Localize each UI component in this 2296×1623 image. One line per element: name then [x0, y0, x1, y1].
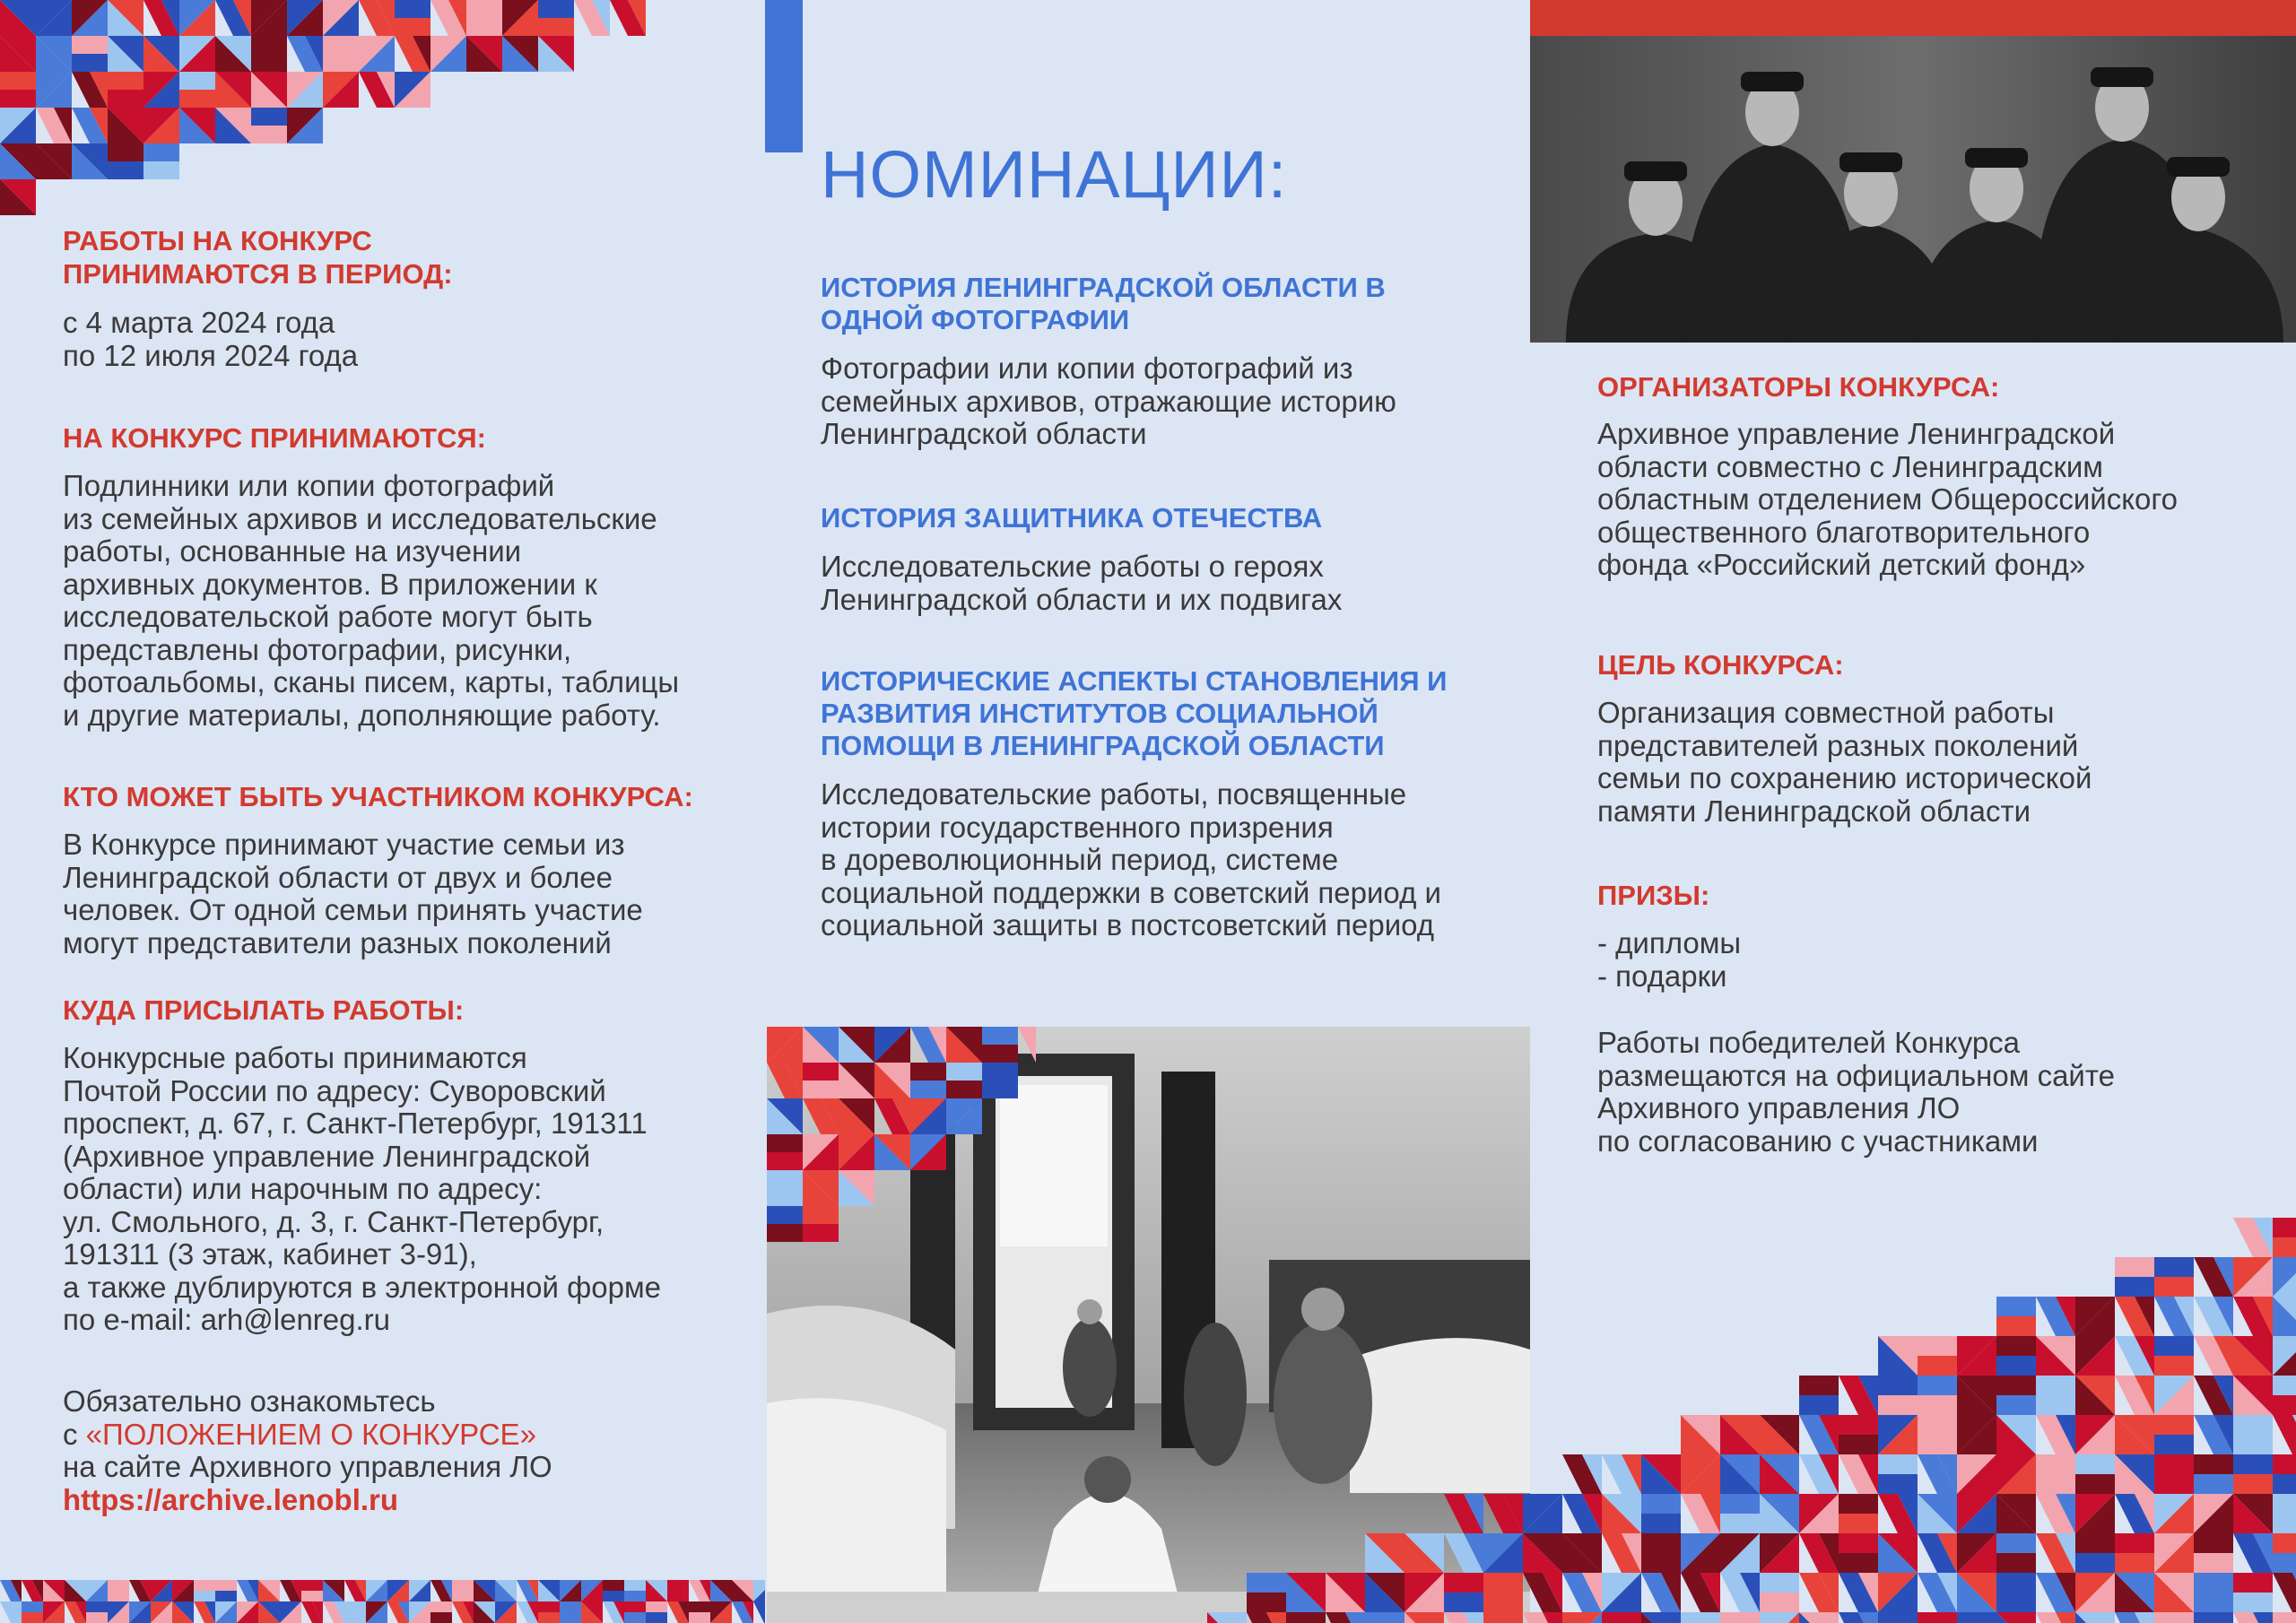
pattern-tile — [667, 1580, 689, 1591]
pattern-tile — [22, 1612, 43, 1623]
pattern-tile — [624, 1580, 646, 1591]
pattern-tile — [108, 161, 144, 179]
pattern-tile — [1247, 1593, 1286, 1612]
pattern-tile — [2194, 1553, 2233, 1573]
text-line: по согласованию с участниками — [1597, 1124, 2039, 1158]
pattern-tile — [1918, 1376, 1957, 1395]
text-line: области совместно с Ленинградским — [1597, 449, 2103, 483]
prizes-heading: ПРИЗЫ: — [1597, 880, 1710, 911]
pattern-tile — [646, 1601, 667, 1612]
goal-text — [1597, 697, 2092, 828]
text-line: памяти Ленинградской области — [1597, 794, 2031, 828]
pattern-tile — [1799, 1376, 1839, 1395]
pattern-tile — [1839, 1435, 1878, 1454]
pattern-tile — [1957, 1612, 1996, 1623]
notice-section — [63, 1385, 552, 1516]
pattern-tile — [2273, 1237, 2296, 1257]
pattern-tile — [803, 1224, 839, 1242]
participants-section — [63, 780, 693, 959]
period-heading — [63, 224, 453, 291]
text-line: Фотографии или копии фотографий из — [821, 352, 1353, 385]
pattern-tile — [22, 1601, 43, 1612]
pattern-tile — [689, 1601, 710, 1612]
red-accent-bar — [1530, 0, 2296, 36]
text-line: из семейных архивов и исследовательские — [63, 501, 657, 535]
pattern-tile — [1720, 1612, 1760, 1623]
pattern-tile — [1878, 1612, 1918, 1623]
pattern-tile — [1839, 1415, 1878, 1435]
notice-text — [63, 1385, 552, 1516]
pattern-tile — [2273, 1218, 2296, 1237]
pattern-tile — [2273, 1454, 2296, 1474]
pattern-tile — [1247, 1573, 1286, 1593]
pattern-tile — [251, 54, 287, 72]
geometric-pattern-top-left — [0, 0, 646, 233]
text-line: проспект, д. 67, г. Санкт-Петербург, 191311 — [63, 1107, 648, 1140]
text-line: семейных архивов, отражающие историю — [821, 384, 1396, 418]
pattern-tile — [560, 1612, 581, 1623]
pattern-tile — [2036, 1454, 2075, 1474]
prizes-list — [1597, 927, 1741, 993]
pattern-tile — [1365, 1612, 1405, 1623]
pattern-tile — [538, 1601, 560, 1612]
pattern-tile — [982, 1027, 1018, 1045]
pattern-tile — [108, 72, 144, 90]
left-panel — [0, 0, 762, 1623]
period-dates — [63, 307, 453, 372]
pattern-tile — [2154, 1415, 2194, 1435]
pattern-tile — [2075, 1553, 2115, 1573]
pattern-tile — [538, 1612, 560, 1623]
pattern-tile — [2233, 1474, 2273, 1494]
blue-accent-bar — [765, 0, 803, 152]
geometric-pattern-bottom-strip — [0, 1580, 765, 1623]
pattern-tile — [982, 1063, 1018, 1081]
text-line: Архивное управление Ленинградской — [1597, 417, 2116, 450]
pattern-tile — [1760, 1573, 1799, 1593]
pattern-tile — [2154, 1356, 2194, 1376]
pattern-tile — [2075, 1533, 2115, 1553]
pattern-tile — [1286, 1612, 1326, 1623]
send-heading: КУДА ПРИСЫЛАТЬ РАБОТЫ: — [63, 994, 465, 1026]
pattern-tile — [466, 0, 502, 18]
pattern-tile — [301, 1580, 323, 1591]
pattern-tile — [2154, 1277, 2194, 1297]
pattern-tile — [251, 126, 287, 143]
pattern-tile — [1681, 1612, 1720, 1623]
pattern-tile — [108, 90, 144, 108]
pattern-tile — [1018, 1027, 1036, 1063]
pattern-tile — [2273, 1533, 2296, 1553]
pattern-tile — [803, 1081, 839, 1098]
pattern-tile — [1641, 1494, 1681, 1514]
pattern-tile — [1839, 1553, 1878, 1573]
pattern-tile — [1996, 1395, 2036, 1415]
notice-line: на сайте Архивного управления ЛО — [63, 1450, 552, 1483]
pattern-tile — [2115, 1553, 2154, 1573]
regulation-link[interactable]: «ПОЛОЖЕНИЕМ О КОНКУРСЕ» — [85, 1417, 536, 1451]
nomination-heading-line: ИСТОРИЧЕСКИЕ АСПЕКТЫ СТАНОВЛЕНИЯ И — [821, 665, 1448, 697]
nomination-text — [821, 551, 1342, 616]
pattern-tile — [2154, 1257, 2194, 1277]
text-line: Исследовательские работы, посвященные — [821, 777, 1407, 811]
notice-line-prefix: с — [63, 1417, 86, 1451]
pattern-tile — [430, 1601, 452, 1612]
pattern-tile — [2233, 1593, 2273, 1612]
send-text — [63, 1042, 661, 1337]
text-line: семьи по сохранению исторической — [1597, 761, 2092, 794]
pattern-tile — [108, 143, 144, 161]
pattern-tile — [1641, 1553, 1681, 1573]
pattern-tile — [1996, 1356, 2036, 1376]
text-line: фотоальбомы, сканы писем, карты, таблицы — [63, 665, 680, 699]
pattern-tile — [646, 1612, 667, 1623]
pattern-tile — [1839, 1533, 1878, 1553]
pattern-tile — [2194, 1454, 2233, 1474]
pattern-tile — [194, 1580, 215, 1591]
pattern-tile — [2154, 1435, 2194, 1454]
pattern-tile — [466, 18, 502, 36]
pattern-tile — [86, 1601, 108, 1612]
text-line: ул. Смольного, д. 3, г. Санкт-Петербург, — [63, 1204, 604, 1238]
nomination-heading-line: ИСТОРИЯ ЛЕНИНГРАДСКОЙ ОБЛАСТИ В — [821, 272, 1386, 303]
pattern-tile — [1918, 1356, 1957, 1376]
accepted-text — [63, 470, 679, 732]
period-heading-line: ПРИНИМАЮТСЯ В ПЕРИОД: — [63, 258, 453, 290]
pattern-tile — [2273, 1395, 2296, 1415]
right-panel — [1530, 0, 2296, 1623]
pattern-tile — [603, 1580, 624, 1591]
text-line: человек. От одной семьи принять участие — [63, 893, 643, 926]
pattern-tile — [1996, 1297, 2036, 1316]
pattern-tile — [803, 1063, 839, 1081]
nomination-item — [821, 665, 1447, 942]
pattern-tile — [1878, 1376, 1918, 1395]
text-line: работы, основанные на изучении — [63, 534, 522, 568]
pattern-tile — [86, 1612, 108, 1623]
organizers-heading: ОРГАНИЗАТОРЫ КОНКУРСА: — [1597, 371, 2000, 403]
text-line: Исследовательские работы о героях — [821, 550, 1324, 583]
pattern-tile — [215, 1591, 237, 1601]
text-line: исследовательской работе могут быть — [63, 600, 593, 633]
nomination-item — [821, 502, 1342, 616]
website-link[interactable]: https://archive.lenobl.ru — [63, 1482, 399, 1516]
pattern-tile — [538, 18, 574, 36]
pattern-tile — [2115, 1277, 2154, 1297]
pattern-tile — [2075, 1474, 2115, 1494]
pattern-tile — [1996, 1593, 2036, 1612]
pattern-tile — [1878, 1454, 1918, 1474]
pattern-tile — [452, 1580, 474, 1591]
pattern-tile — [1799, 1395, 1839, 1415]
nomination-heading-line: ИСТОРИЯ ЗАЩИТНИКА ОТЕЧЕСТВА — [821, 502, 1323, 534]
pattern-tile — [803, 1206, 839, 1224]
nomination-heading-line: ОДНОЙ ФОТОГРАФИИ — [821, 304, 1130, 335]
pattern-tile — [2115, 1533, 2154, 1553]
nomination-text — [821, 778, 1447, 942]
text-line: архивных документов. В приложении к — [63, 567, 597, 601]
text-line: Ленинградской области — [821, 417, 1147, 450]
soldiers-photo-illustration — [1530, 36, 2296, 343]
pattern-tile — [251, 108, 287, 126]
pattern-tile — [2273, 1474, 2296, 1494]
text-line: и другие материалы, дополняющие работу. — [63, 698, 661, 732]
pattern-tile — [0, 90, 36, 108]
pattern-tile — [2036, 1474, 2075, 1494]
pattern-tile — [624, 1601, 646, 1612]
pattern-tile — [2233, 1454, 2273, 1474]
accepted-section — [63, 421, 679, 732]
pattern-tile — [251, 36, 287, 54]
pattern-tile — [1878, 1395, 1918, 1415]
period-end-date: по 12 июля 2024 года — [63, 338, 359, 372]
pattern-tile — [395, 0, 430, 18]
text-line: Архивного управления ЛО — [1597, 1091, 1961, 1124]
participants-text — [63, 829, 693, 959]
pattern-tile — [2075, 1454, 2115, 1474]
pattern-tile — [1996, 1336, 2036, 1356]
pattern-tile — [1483, 1593, 1523, 1612]
text-line: Работы победителей Конкурса — [1597, 1026, 2021, 1059]
text-line: представителей разных поколений — [1597, 728, 2079, 762]
pattern-tile — [1444, 1573, 1483, 1593]
text-line: Организация совместной работы — [1597, 696, 2055, 729]
text-line: Ленинградской области от двух и более — [63, 860, 613, 894]
pattern-tile — [395, 18, 430, 36]
pattern-tile — [2154, 1612, 2194, 1623]
pattern-tile — [2194, 1593, 2233, 1612]
period-section — [63, 224, 453, 372]
pattern-tile — [2154, 1336, 2194, 1356]
text-line: размещаются на официальном сайте — [1597, 1058, 2115, 1092]
pattern-tile — [72, 36, 108, 54]
text-line: В Конкурсе принимают участие семьи из — [63, 828, 625, 861]
pattern-tile — [538, 0, 574, 18]
pattern-tile — [1641, 1533, 1681, 1553]
text-line: 191311 (3 этаж, кабинет 3-91), — [63, 1237, 477, 1271]
soldiers-photo — [1530, 36, 2296, 343]
pattern-tile — [194, 1591, 215, 1601]
prizes-section — [1597, 879, 1741, 993]
pattern-tile — [982, 1045, 1018, 1063]
pattern-tile — [1760, 1593, 1799, 1612]
organizers-text — [1597, 418, 2178, 582]
text-line: (Архивное управление Ленинградской — [63, 1139, 591, 1173]
text-line: фонда «Российский детский фонд» — [1597, 548, 2086, 581]
pattern-tile — [215, 1580, 237, 1591]
pattern-tile — [753, 1601, 765, 1623]
pattern-tile — [1720, 1494, 1760, 1514]
pattern-tile — [624, 1591, 646, 1601]
text-line: социальной защиты в постсоветский период — [821, 908, 1435, 942]
text-line: общественного благотворительного — [1597, 515, 2091, 549]
text-line: могут представители разных поколений — [63, 925, 612, 959]
text-line: Почтой России по адресу: Суворовский — [63, 1073, 606, 1107]
nomination-heading — [821, 272, 1396, 336]
text-line: Конкурсные работы принимаются — [63, 1041, 527, 1074]
accepted-heading: НА КОНКУРС ПРИНИМАЮТСЯ: — [63, 422, 486, 454]
participants-heading: КТО МОЖЕТ БЫТЬ УЧАСТНИКОМ КОНКУРСА: — [63, 781, 693, 812]
pattern-tile — [1918, 1336, 1957, 1356]
pattern-tile — [1918, 1395, 1957, 1415]
pattern-tile — [767, 1224, 803, 1242]
pattern-tile — [1918, 1612, 1957, 1623]
pattern-tile — [1996, 1376, 2036, 1395]
pattern-tile — [1996, 1573, 2036, 1593]
nomination-heading — [821, 502, 1342, 534]
nomination-item — [821, 272, 1396, 451]
text-line: Ленинградской области и их подвигах — [821, 582, 1343, 616]
pattern-tile — [2273, 1553, 2296, 1573]
text-line: а также дублируются в электронной форме — [63, 1270, 662, 1304]
pattern-tile — [2273, 1376, 2296, 1395]
pattern-tile — [2273, 1415, 2296, 1454]
pattern-tile — [1839, 1494, 1878, 1514]
pattern-tile — [2273, 1612, 2296, 1623]
pattern-tile — [144, 143, 179, 161]
pattern-tile — [946, 1081, 982, 1098]
goal-heading: ЦЕЛЬ КОНКУРСА: — [1597, 649, 1844, 681]
notice-line: Обязательно ознакомьтесь — [63, 1384, 436, 1418]
text-line: социальной поддержки в советский период и — [821, 875, 1441, 909]
pattern-tile — [1483, 1612, 1523, 1623]
pattern-tile — [2194, 1573, 2233, 1593]
send-section — [63, 994, 661, 1337]
pattern-tile — [2154, 1454, 2194, 1474]
pattern-tile — [2115, 1257, 2154, 1277]
pattern-tile — [1839, 1514, 1878, 1533]
pattern-tile — [430, 1612, 452, 1623]
pattern-tile — [179, 72, 215, 90]
pattern-tile — [1444, 1593, 1483, 1612]
pattern-tile — [1996, 1553, 2036, 1573]
geometric-pattern-bottom-right — [1207, 1139, 2296, 1623]
pattern-tile — [1720, 1514, 1760, 1533]
text-line: Подлинники или копии фотографий — [63, 469, 555, 502]
organizers-section — [1597, 370, 2178, 582]
text-line: истории государственного призрения — [821, 810, 1334, 844]
pattern-tile — [2233, 1573, 2273, 1593]
text-line: области) или нарочным по адресу: — [63, 1172, 543, 1205]
text-line: областным отделением Общероссийского — [1597, 482, 2179, 516]
pattern-tile — [982, 1081, 1018, 1098]
pattern-tile — [144, 161, 179, 179]
pattern-tile — [624, 1612, 646, 1623]
email-line: по e-mail: arh@lenreg.ru — [63, 1303, 391, 1336]
pattern-tile — [910, 1081, 946, 1098]
pattern-tile — [2194, 1533, 2233, 1553]
pattern-tile — [72, 54, 108, 72]
geometric-pattern-photo-corner — [767, 1027, 1036, 1242]
pattern-tile — [2273, 1573, 2296, 1612]
pattern-tile — [1996, 1533, 2036, 1553]
pattern-tile — [667, 1591, 689, 1601]
pattern-tile — [0, 72, 36, 90]
nomination-heading-line: РАЗВИТИЯ ИНСТИТУТОВ СОЦИАЛЬНОЙ — [821, 698, 1378, 729]
pattern-tile — [301, 1591, 323, 1601]
pattern-tile — [689, 1612, 710, 1623]
pattern-tile — [767, 1134, 803, 1152]
pattern-tile — [179, 90, 215, 108]
nomination-text — [821, 352, 1396, 451]
text-line: представлены фотографии, рисунки, — [63, 632, 572, 666]
prize-item: - подарки — [1597, 959, 1727, 993]
period-start-date: с 4 марта 2024 года — [63, 306, 335, 339]
nominations-title: НОМИНАЦИИ: — [821, 137, 1288, 212]
text-line: в дореволюционный период, системе — [821, 843, 1339, 876]
pattern-tile — [1996, 1316, 2036, 1336]
prize-item: - дипломы — [1597, 926, 1742, 959]
pattern-tile — [2194, 1474, 2233, 1494]
pattern-tile — [560, 1601, 581, 1612]
pattern-tile — [1878, 1474, 1918, 1494]
nomination-heading-line: ПОМОЩИ В ЛЕНИНГРАДСКОЙ ОБЛАСТИ — [821, 730, 1385, 761]
pattern-tile — [603, 1591, 624, 1601]
pattern-tile — [1602, 1612, 1641, 1623]
pattern-tile — [946, 1063, 982, 1081]
pattern-tile — [1483, 1573, 1523, 1593]
pattern-tile — [2154, 1474, 2194, 1494]
pattern-tile — [1641, 1514, 1681, 1533]
pattern-tile — [2194, 1612, 2233, 1623]
period-heading-line: РАБОТЫ НА КОНКУРС — [63, 225, 372, 256]
nomination-heading — [821, 665, 1447, 762]
goal-section — [1597, 648, 2092, 828]
pattern-tile — [767, 1152, 803, 1170]
pattern-tile — [910, 1063, 946, 1081]
pattern-tile — [452, 1591, 474, 1601]
pattern-tile — [767, 1206, 803, 1224]
